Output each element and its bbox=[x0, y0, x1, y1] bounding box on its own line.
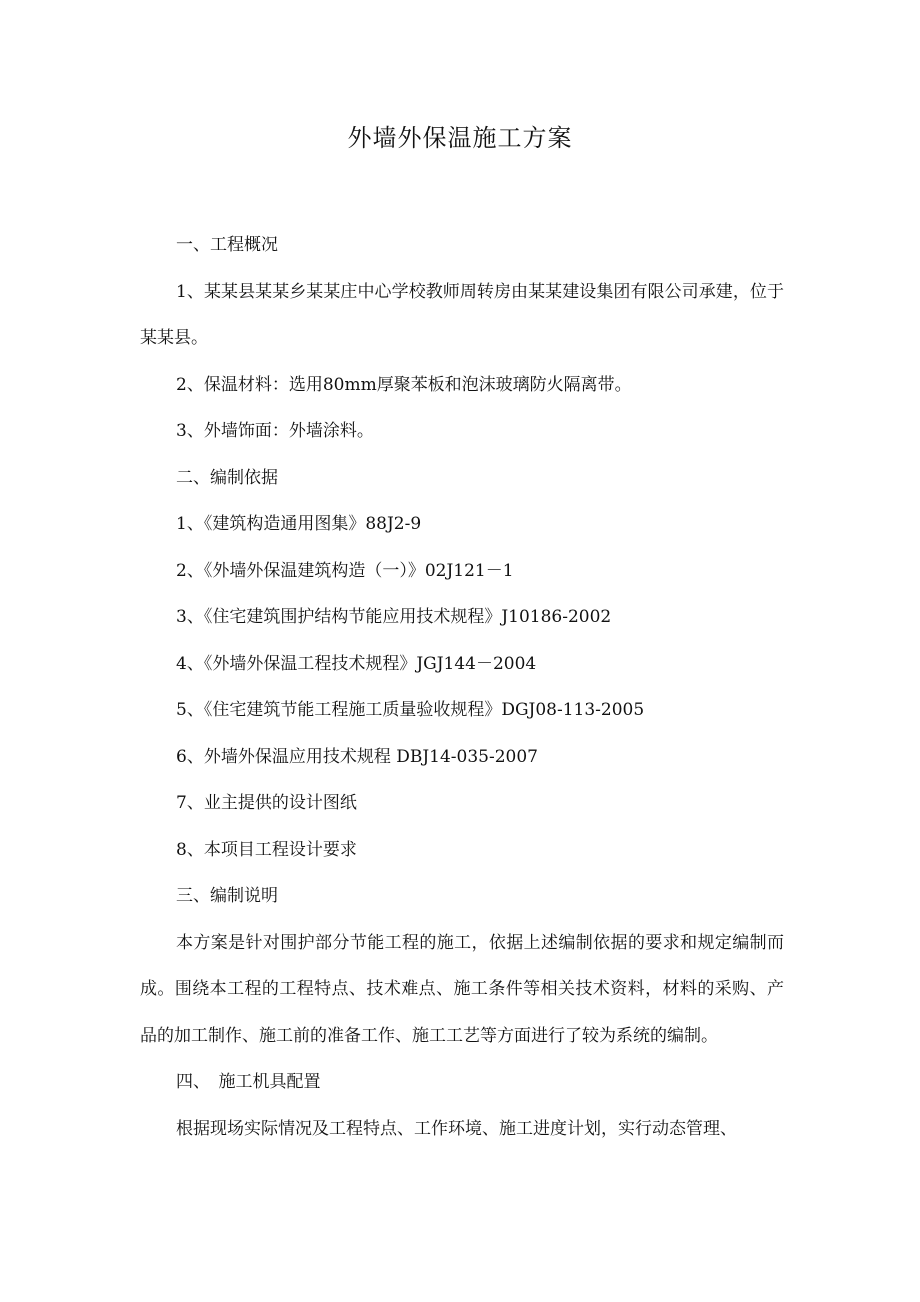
document-title: 外墙外保温施工方案 bbox=[347, 124, 573, 152]
basis-item-6: 6、外墙外保温应用技术规程 DBJ14-035-2007 bbox=[176, 746, 538, 767]
basis-item-4: 4、《外墙外保温工程技术规程》JGJ144－2004 bbox=[176, 653, 537, 674]
equipment-paragraph: 根据现场实际情况及工程特点、工作环境、施工进度计划，实行动态管理、 bbox=[176, 1118, 737, 1139]
basis-item-7: 7、业主提供的设计图纸 bbox=[176, 793, 357, 813]
document-body bbox=[140, 222, 784, 1152]
section-heading-explanation: 三、编制说明 bbox=[176, 886, 278, 906]
basis-item-8: 8、本项目工程设计要求 bbox=[176, 839, 357, 860]
section-heading-overview: 一、工程概况 bbox=[176, 235, 278, 255]
section-heading-basis: 二、编制依据 bbox=[176, 467, 278, 488]
basis-item-2: 2、《外墙外保温建筑构造（一）》02J121－1 bbox=[176, 560, 514, 581]
overview-item-3: 3、外墙饰面：外墙涂料。 bbox=[176, 421, 374, 441]
overview-item-2: 2、保温材料：选用80mm厚聚苯板和泡沫玻璃防火隔离带。 bbox=[176, 374, 632, 395]
explanation-paragraph: 本方案是针对围护部分节能工程的施工，依据上述编制依据的要求和规定编制而成。围绕本工程的工程特点、技术难点、施工条件等相关技术资料，材料的采购、产品的加工制作、施工前的准备工作、施工工艺等方面进行了较为系统的编制。 bbox=[140, 932, 784, 1046]
basis-item-5: 5、《住宅建筑节能工程施工质量验收规程》DGJ08-113-2005 bbox=[176, 700, 645, 720]
section-heading-equipment: 四、 施工机具配置 bbox=[176, 1072, 321, 1092]
basis-item-1: 1、《建筑构造通用图集》88J2-9 bbox=[176, 514, 422, 534]
overview-item-1: 1、某某县某某乡某某庄中心学校教师周转房由某某建设集团有限公司承建，位于某某县。 bbox=[140, 281, 784, 348]
basis-item-3: 3、《住宅建筑围护结构节能应用技术规程》J10186-2002 bbox=[176, 607, 612, 627]
